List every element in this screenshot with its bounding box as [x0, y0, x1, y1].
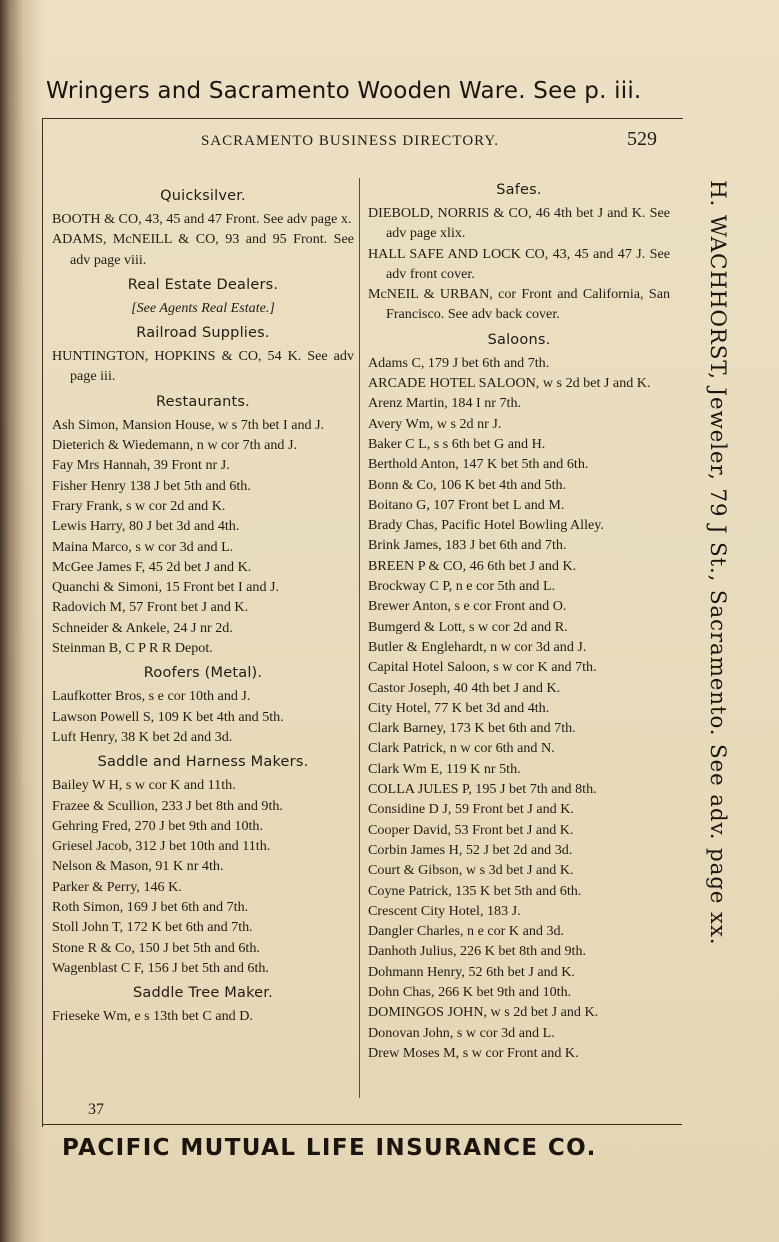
bottom-rule [42, 1124, 682, 1125]
directory-entry: Stoll John T, 172 K bet 6th and 7th. [52, 919, 253, 936]
directory-entry: Avery Wm, w s 2d nr J. [368, 415, 502, 432]
directory-entry: City Hotel, 77 K bet 3d and 4th. [368, 699, 550, 716]
right-column [368, 180, 670, 1063]
section-heading-saddle-and-harness-makers: Saddle and Harness Makers. [97, 754, 309, 771]
directory-entry: Butler & Englehardt, n w cor 3d and J. [368, 638, 587, 655]
directory-entry: [See Agents Real Estate.] [131, 299, 275, 316]
directory-entry: DOMINGOS JOHN, w s 2d bet J and K. [368, 1004, 599, 1021]
section-heading-safes: Safes. [496, 182, 542, 198]
directory-entry: Brink James, 183 J bet 6th and 7th. [368, 537, 567, 554]
directory-entry: Berthold Anton, 147 K bet 5th and 6th. [368, 456, 589, 473]
section-heading-restaurants: Restaurants. [156, 393, 250, 410]
directory-entry: ADAMS, McNEILL & CO, 93 and 95 Front. See adv page viii. [52, 231, 354, 268]
directory-entry: Gehring Fred, 270 J bet 9th and 10th. [52, 817, 263, 834]
directory-entry: Luft Henry, 38 K bet 2d and 3d. [52, 728, 233, 745]
directory-entry: Griesel Jacob, 312 J bet 10th and 11th. [52, 838, 271, 855]
directory-entry: DIEBOLD, NORRIS & CO, 46 4th bet J and K. See adv page xlix. [368, 205, 670, 242]
directory-entry: Wagenblast C F, 156 J bet 5th and 6th. [52, 959, 269, 976]
directory-entry: BREEN P & CO, 46 6th bet J and K. [368, 557, 577, 574]
directory-entry: HUNTINGTON, HOPKINS & CO, 54 K. See adv page iii. [52, 348, 354, 385]
directory-entry: Dohn Chas, 266 K bet 9th and 10th. [368, 983, 572, 1000]
directory-entry: Maina Marco, s w cor 3d and L. [52, 538, 234, 555]
directory-entry: Bailey W H, s w cor K and 11th. [52, 777, 236, 794]
directory-entry: Quanchi & Simoni, 15 Front bet I and J. [52, 579, 280, 596]
directory-entry: Adams C, 179 J bet 6th and 7th. [368, 354, 550, 371]
section-heading-saloons: Saloons. [487, 331, 551, 348]
directory-entry: Dieterich & Wiedemann, n w cor 7th and J. [52, 437, 297, 454]
directory-entry: Clark Wm E, 119 K nr 5th. [368, 760, 521, 777]
directory-entry: Corbin James H, 52 J bet 2d and 3d. [368, 841, 573, 858]
directory-entry: Brady Chas, Pacific Hotel Bowling Alley. [368, 517, 604, 534]
directory-entry: Clark Barney, 173 K bet 6th and 7th. [368, 720, 576, 737]
directory-entry: Court & Gibson, w s 3d bet J and K. [368, 862, 574, 879]
directory-entry: Steinman B, C P R R Depot. [52, 640, 213, 657]
directory-entry: Baker C L, s s 6th bet G and H. [368, 435, 546, 452]
directory-entry: Schneider & Ankele, 24 J nr 2d. [52, 619, 233, 636]
directory-entry: Parker & Perry, 146 K. [52, 878, 182, 895]
directory-entry: Laufkotter Bros, s e cor 10th and J. [52, 688, 251, 705]
directory-entry: Fay Mrs Hannah, 39 Front nr J. [52, 457, 230, 474]
directory-entry: Dangler Charles, n e cor K and 3d. [368, 923, 565, 940]
page-number: 529 [627, 128, 657, 150]
top-advertisement: Wringers and Sacramento Wooden Ware. See p. iii. [46, 78, 642, 104]
directory-entry: Cooper David, 53 Front bet J and K. [368, 821, 574, 838]
directory-entry: Bumgerd & Lott, s w cor 2d and R. [368, 618, 568, 635]
directory-entry: Frieseke Wm, e s 13th bet C and D. [52, 1008, 253, 1025]
directory-entry: Donovan John, s w cor 3d and L. [368, 1024, 555, 1041]
directory-entry: Danhoth Julius, 226 K bet 8th and 9th. [368, 943, 587, 960]
directory-entry: Drew Moses M, s w cor Front and K. [368, 1044, 579, 1061]
directory-entry: Arenz Martin, 184 I nr 7th. [368, 395, 522, 412]
column-divider [359, 178, 360, 1098]
directory-entry: Frazee & Scullion, 233 J bet 8th and 9th. [52, 797, 283, 814]
directory-entry: HALL SAFE AND LOCK CO, 43, 45 and 47 J. See adv front cover. [368, 245, 670, 282]
directory-entry: Radovich M, 57 Front bet J and K. [52, 599, 249, 616]
section-heading-roofers-metal: Roofers (Metal). [143, 665, 263, 682]
directory-entry: Stone R & Co, 150 J bet 5th and 6th. [52, 939, 260, 956]
directory-entry: Considine D J, 59 Front bet J and K. [368, 801, 574, 818]
directory-entry: Clark Patrick, n w cor 6th and N. [368, 740, 555, 757]
running-head: SACRAMENTO BUSINESS DIRECTORY. [201, 133, 499, 149]
directory-entry: Coyne Patrick, 135 K bet 5th and 6th. [368, 882, 582, 899]
directory-entry: BOOTH & CO, 43, 45 and 47 Front. See adv page x. [52, 211, 352, 227]
directory-entry: Capital Hotel Saloon, s w cor K and 7th. [368, 659, 597, 676]
directory-entry: ARCADE HOTEL SALOON, w s 2d bet J and K. [368, 375, 651, 392]
bottom-advertisement: PACIFIC MUTUAL LIFE INSURANCE CO. [62, 1135, 597, 1161]
directory-entry: McNEIL & URBAN, cor Front and California, San Francisco. See adv back cover. [368, 286, 670, 323]
directory-entry: Bonn & Co, 106 K bet 4th and 5th. [368, 476, 567, 493]
directory-entry: Brockway C P, n e cor 5th and L. [368, 578, 556, 595]
signature-mark: 37 [88, 1101, 104, 1118]
left-column [52, 186, 354, 1027]
directory-entry: Crescent City Hotel, 183 J. [368, 902, 521, 919]
directory-entry: Boitano G, 107 Front bet L and M. [368, 496, 565, 513]
directory-entry: Brewer Anton, s e cor Front and O. [368, 598, 567, 615]
directory-entry: Dohmann Henry, 52 6th bet J and K. [368, 963, 575, 980]
section-heading-real-estate-dealers: Real Estate Dealers. [127, 276, 279, 293]
directory-entry: COLLA JULES P, 195 J bet 7th and 8th. [368, 781, 597, 798]
directory-entry: Castor Joseph, 40 4th bet J and K. [368, 679, 561, 696]
directory-entry: Nelson & Mason, 91 K nr 4th. [52, 858, 224, 875]
section-heading-quicksilver: Quicksilver. [160, 188, 246, 204]
directory-entry: Lewis Harry, 80 J bet 3d and 4th. [52, 518, 240, 535]
section-heading-saddle-tree-maker: Saddle Tree Maker. [133, 985, 273, 1002]
section-heading-railroad-supplies: Railroad Supplies. [136, 325, 270, 342]
directory-entry: McGee James F, 45 2d bet J and K. [52, 558, 252, 575]
directory-entry: Ash Simon, Mansion House, w s 7th bet I and J. [52, 416, 325, 433]
directory-entry: Frary Frank, s w cor 2d and K. [52, 497, 226, 514]
directory-entry: Lawson Powell S, 109 K bet 4th and 5th. [52, 708, 284, 725]
directory-entry: Fisher Henry 138 J bet 5th and 6th. [52, 477, 251, 494]
side-advertisement: H. WACHHORST, Jeweler, 79 J St., Sacramento. See adv. page xx. [705, 180, 730, 946]
directory-entry: Roth Simon, 169 J bet 6th and 7th. [52, 899, 249, 916]
